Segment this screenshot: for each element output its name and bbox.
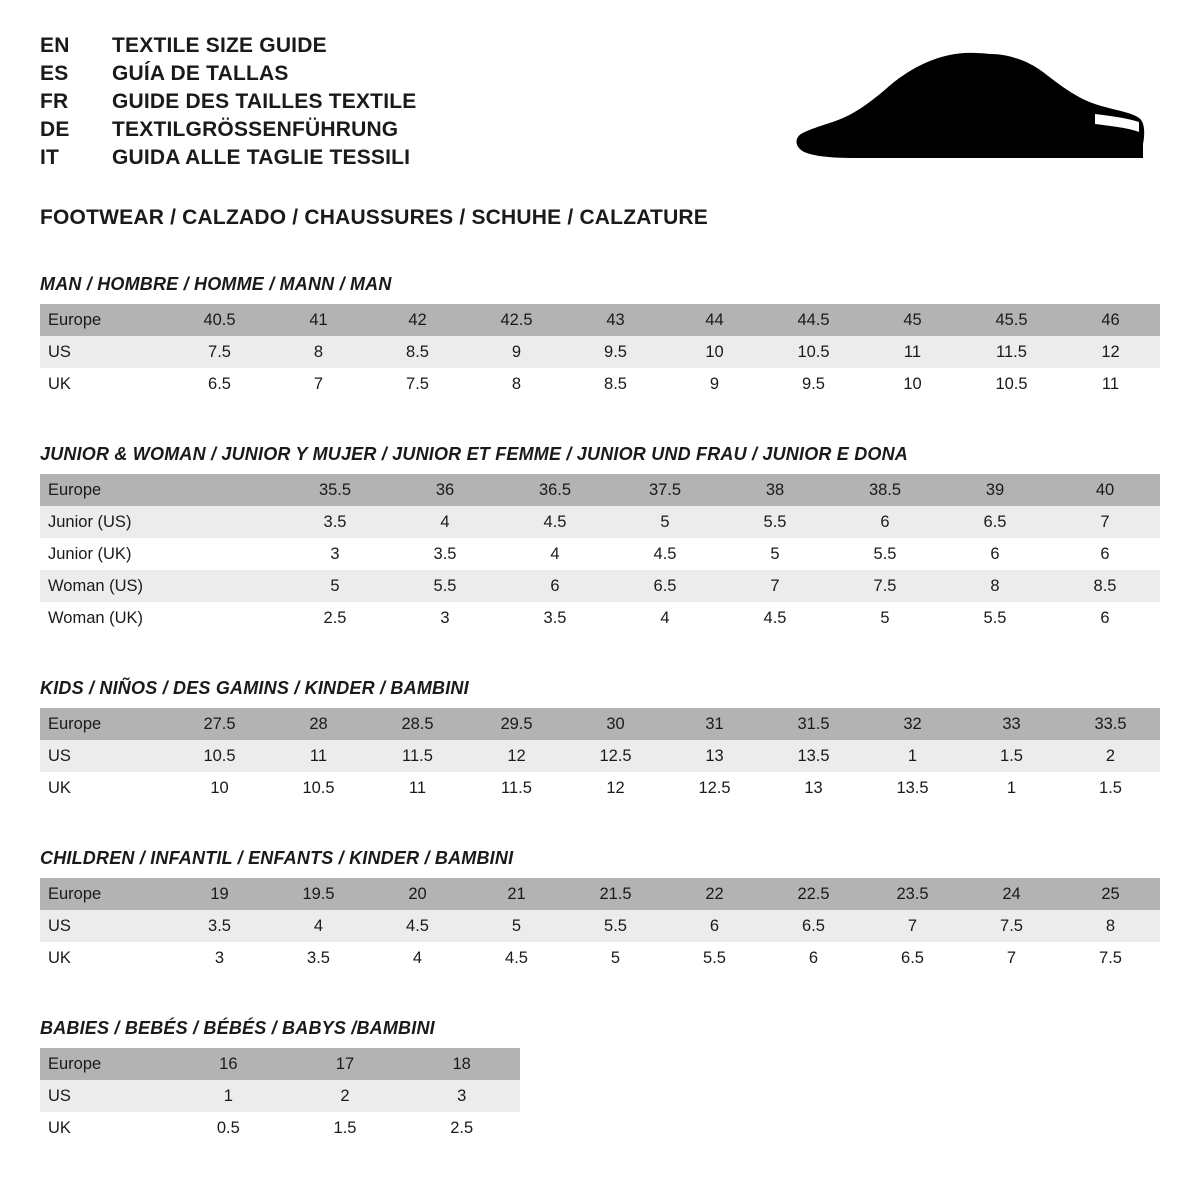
size-cell: 11 — [863, 336, 962, 368]
language-title-list — [40, 34, 416, 174]
size-cell: 2 — [287, 1080, 404, 1112]
size-section — [40, 444, 1160, 634]
size-section — [40, 1018, 1160, 1144]
row-label: Europe — [40, 304, 170, 336]
size-cell: 6 — [1050, 538, 1160, 570]
size-table — [40, 878, 1160, 974]
size-cell: 6 — [665, 910, 764, 942]
size-cell: 6 — [830, 506, 940, 538]
table-row — [40, 942, 1160, 974]
size-cell: 7.5 — [830, 570, 940, 602]
size-cell: 13 — [665, 740, 764, 772]
size-cell: 5.5 — [566, 910, 665, 942]
size-cell: 7 — [269, 368, 368, 400]
size-cell: 7.5 — [368, 368, 467, 400]
size-cell: 11.5 — [368, 740, 467, 772]
size-cell: 45.5 — [962, 304, 1061, 336]
size-cell: 8 — [467, 368, 566, 400]
size-cell: 4.5 — [368, 910, 467, 942]
size-cell: 10.5 — [962, 368, 1061, 400]
size-cell: 10.5 — [269, 772, 368, 804]
row-label: Europe — [40, 1048, 170, 1080]
size-cell: 7 — [962, 942, 1061, 974]
category-title: FOOTWEAR / CALZADO / CHAUSSURES / SCHUHE / CALZATURE — [40, 206, 709, 229]
size-cell: 36.5 — [500, 474, 610, 506]
size-cell: 43 — [566, 304, 665, 336]
row-label: US — [40, 910, 170, 942]
size-cell: 3.5 — [280, 506, 390, 538]
section-title: JUNIOR & WOMAN / JUNIOR Y MUJER / JUNIOR ET FEMME / JUNIOR UND FRAU / JUNIOR E DONA — [40, 444, 909, 464]
size-cell: 6.5 — [764, 910, 863, 942]
size-cell: 37.5 — [610, 474, 720, 506]
size-cell: 8.5 — [1050, 570, 1160, 602]
table-header-row — [40, 474, 1160, 506]
size-cell: 18 — [403, 1048, 520, 1080]
size-cell: 16 — [170, 1048, 287, 1080]
size-cell: 22.5 — [764, 878, 863, 910]
size-cell: 0.5 — [170, 1112, 287, 1144]
size-cell: 3.5 — [390, 538, 500, 570]
size-cell: 13.5 — [764, 740, 863, 772]
size-cell: 11.5 — [467, 772, 566, 804]
language-row — [40, 118, 416, 142]
language-code: ES — [40, 62, 69, 85]
row-label: US — [40, 1080, 170, 1112]
size-cell: 1.5 — [962, 740, 1061, 772]
language-row — [40, 146, 416, 170]
size-cell: 11 — [269, 740, 368, 772]
language-row — [40, 34, 416, 58]
size-cell: 5 — [720, 538, 830, 570]
language-code: FR — [40, 90, 69, 113]
size-cell: 5 — [280, 570, 390, 602]
table-row — [40, 602, 1160, 634]
section-title: CHILDREN / INFANTIL / ENFANTS / KINDER / BAMBINI — [40, 848, 514, 868]
size-cell: 9.5 — [764, 368, 863, 400]
size-cell: 5.5 — [720, 506, 830, 538]
size-cell: 19 — [170, 878, 269, 910]
size-cell: 1.5 — [1061, 772, 1160, 804]
size-cell: 45 — [863, 304, 962, 336]
size-cell: 6.5 — [940, 506, 1050, 538]
section-title: MAN / HOMBRE / HOMME / MANN / MAN — [40, 274, 392, 294]
table-row — [40, 1112, 520, 1144]
size-cell: 8 — [269, 336, 368, 368]
row-label: Europe — [40, 708, 170, 740]
size-cell: 11.5 — [962, 336, 1061, 368]
size-cell: 5.5 — [940, 602, 1050, 634]
size-cell: 12 — [566, 772, 665, 804]
size-cell: 6.5 — [863, 942, 962, 974]
size-cell: 2.5 — [280, 602, 390, 634]
language-row — [40, 62, 416, 86]
section-title: BABIES / BEBÉS / BÉBÉS / BABYS /BAMBINI — [40, 1018, 435, 1038]
size-cell: 35.5 — [280, 474, 390, 506]
size-cell: 17 — [287, 1048, 404, 1080]
size-cell: 6.5 — [170, 368, 269, 400]
size-cell: 5.5 — [390, 570, 500, 602]
size-cell: 42.5 — [467, 304, 566, 336]
row-label: UK — [40, 942, 170, 974]
row-label: US — [40, 740, 170, 772]
size-cell: 3.5 — [500, 602, 610, 634]
table-header-row — [40, 878, 1160, 910]
size-cell: 7.5 — [1061, 942, 1160, 974]
size-cell: 8.5 — [566, 368, 665, 400]
size-cell: 5 — [566, 942, 665, 974]
size-cell: 6 — [764, 942, 863, 974]
table-row — [40, 368, 1160, 400]
size-tables-container — [40, 274, 1160, 1144]
row-label: Woman (US) — [40, 570, 170, 602]
size-cell: 10.5 — [170, 740, 269, 772]
size-cell — [170, 474, 280, 506]
table-row — [40, 910, 1160, 942]
table-header-row — [40, 708, 1160, 740]
size-cell — [170, 538, 280, 570]
size-cell: 44.5 — [764, 304, 863, 336]
table-row — [40, 570, 1160, 602]
size-cell: 12 — [467, 740, 566, 772]
size-cell: 44 — [665, 304, 764, 336]
size-cell: 46 — [1061, 304, 1160, 336]
language-row — [40, 90, 416, 114]
size-cell: 4 — [269, 910, 368, 942]
size-cell: 7 — [1050, 506, 1160, 538]
size-cell: 3 — [170, 942, 269, 974]
table-row — [40, 772, 1160, 804]
language-code: EN — [40, 34, 70, 57]
size-cell: 3 — [403, 1080, 520, 1112]
row-label: UK — [40, 368, 170, 400]
size-cell: 31.5 — [764, 708, 863, 740]
size-cell: 7.5 — [170, 336, 269, 368]
size-cell: 8 — [1061, 910, 1160, 942]
size-cell: 32 — [863, 708, 962, 740]
size-cell: 41 — [269, 304, 368, 336]
size-cell: 20 — [368, 878, 467, 910]
size-cell: 28.5 — [368, 708, 467, 740]
size-cell: 8.5 — [368, 336, 467, 368]
size-cell: 10.5 — [764, 336, 863, 368]
language-title: GUÍA DE TALLAS — [112, 62, 289, 85]
language-title: TEXTILE SIZE GUIDE — [112, 34, 327, 57]
size-cell: 38.5 — [830, 474, 940, 506]
size-cell: 1.5 — [287, 1112, 404, 1144]
size-cell: 10 — [170, 772, 269, 804]
size-section — [40, 678, 1160, 804]
size-cell: 36 — [390, 474, 500, 506]
size-cell: 9 — [665, 368, 764, 400]
table-row — [40, 506, 1160, 538]
size-cell: 4.5 — [467, 942, 566, 974]
size-cell: 1 — [962, 772, 1061, 804]
size-cell: 1 — [863, 740, 962, 772]
language-code: DE — [40, 118, 70, 141]
size-cell: 3 — [390, 602, 500, 634]
row-label: US — [40, 336, 170, 368]
size-cell: 4.5 — [610, 538, 720, 570]
size-section — [40, 274, 1160, 400]
size-cell: 4 — [610, 602, 720, 634]
size-cell: 4.5 — [720, 602, 830, 634]
size-cell: 7 — [720, 570, 830, 602]
dress-shoe-icon — [795, 50, 1145, 180]
page-header — [40, 34, 1160, 174]
row-label: Woman (UK) — [40, 602, 170, 634]
size-cell: 9 — [467, 336, 566, 368]
size-table — [40, 708, 1160, 804]
size-cell: 2 — [1061, 740, 1160, 772]
size-cell: 4 — [368, 942, 467, 974]
size-cell: 21 — [467, 878, 566, 910]
size-cell: 38 — [720, 474, 830, 506]
size-cell: 21.5 — [566, 878, 665, 910]
section-title: KIDS / NIÑOS / DES GAMINS / KINDER / BAMBINI — [40, 678, 469, 698]
size-cell: 10 — [863, 368, 962, 400]
size-cell: 9.5 — [566, 336, 665, 368]
size-cell: 12.5 — [566, 740, 665, 772]
row-label: UK — [40, 1112, 170, 1144]
size-cell: 2.5 — [403, 1112, 520, 1144]
size-cell: 3.5 — [269, 942, 368, 974]
size-cell: 28 — [269, 708, 368, 740]
size-cell: 33 — [962, 708, 1061, 740]
size-cell: 7.5 — [962, 910, 1061, 942]
size-cell: 42 — [368, 304, 467, 336]
size-cell: 3.5 — [170, 910, 269, 942]
row-label: Europe — [40, 474, 170, 506]
size-cell — [170, 570, 280, 602]
size-cell: 5 — [830, 602, 940, 634]
row-label: Junior (US) — [40, 506, 170, 538]
language-title: GUIDE DES TAILLES TEXTILE — [112, 90, 417, 113]
size-cell: 31 — [665, 708, 764, 740]
size-cell: 33.5 — [1061, 708, 1160, 740]
size-cell: 5 — [610, 506, 720, 538]
size-cell: 40.5 — [170, 304, 269, 336]
size-cell: 25 — [1061, 878, 1160, 910]
size-cell: 6 — [1050, 602, 1160, 634]
size-cell: 40 — [1050, 474, 1160, 506]
size-cell: 6 — [500, 570, 610, 602]
size-cell: 3 — [280, 538, 390, 570]
size-cell: 23.5 — [863, 878, 962, 910]
size-table — [40, 474, 1160, 634]
size-table — [40, 304, 1160, 400]
language-title: TEXTILGRÖSSENFÜHRUNG — [112, 118, 399, 141]
size-cell: 11 — [1061, 368, 1160, 400]
size-cell: 39 — [940, 474, 1050, 506]
table-row — [40, 538, 1160, 570]
size-cell: 19.5 — [269, 878, 368, 910]
size-cell: 10 — [665, 336, 764, 368]
row-label: Junior (UK) — [40, 538, 170, 570]
row-label: UK — [40, 772, 170, 804]
size-cell: 30 — [566, 708, 665, 740]
size-cell: 7 — [863, 910, 962, 942]
table-header-row — [40, 304, 1160, 336]
language-title: GUIDA ALLE TAGLIE TESSILI — [112, 146, 411, 169]
size-cell — [170, 602, 280, 634]
size-cell: 5 — [467, 910, 566, 942]
size-cell: 13.5 — [863, 772, 962, 804]
size-cell: 22 — [665, 878, 764, 910]
row-label: Europe — [40, 878, 170, 910]
table-header-row — [40, 1048, 520, 1080]
language-code: IT — [40, 146, 60, 169]
size-cell: 6.5 — [610, 570, 720, 602]
size-cell: 4 — [390, 506, 500, 538]
table-row — [40, 336, 1160, 368]
size-cell: 12.5 — [665, 772, 764, 804]
size-cell: 6 — [940, 538, 1050, 570]
size-cell — [170, 506, 280, 538]
size-cell: 24 — [962, 878, 1061, 910]
size-cell: 29.5 — [467, 708, 566, 740]
size-cell: 5.5 — [665, 942, 764, 974]
size-cell: 1 — [170, 1080, 287, 1112]
size-cell: 4.5 — [500, 506, 610, 538]
size-table — [40, 1048, 520, 1144]
size-cell: 4 — [500, 538, 610, 570]
size-section — [40, 848, 1160, 974]
table-row — [40, 740, 1160, 772]
table-row — [40, 1080, 520, 1112]
size-cell: 27.5 — [170, 708, 269, 740]
size-cell: 12 — [1061, 336, 1160, 368]
size-cell: 5.5 — [830, 538, 940, 570]
size-cell: 11 — [368, 772, 467, 804]
size-cell: 8 — [940, 570, 1050, 602]
size-cell: 13 — [764, 772, 863, 804]
